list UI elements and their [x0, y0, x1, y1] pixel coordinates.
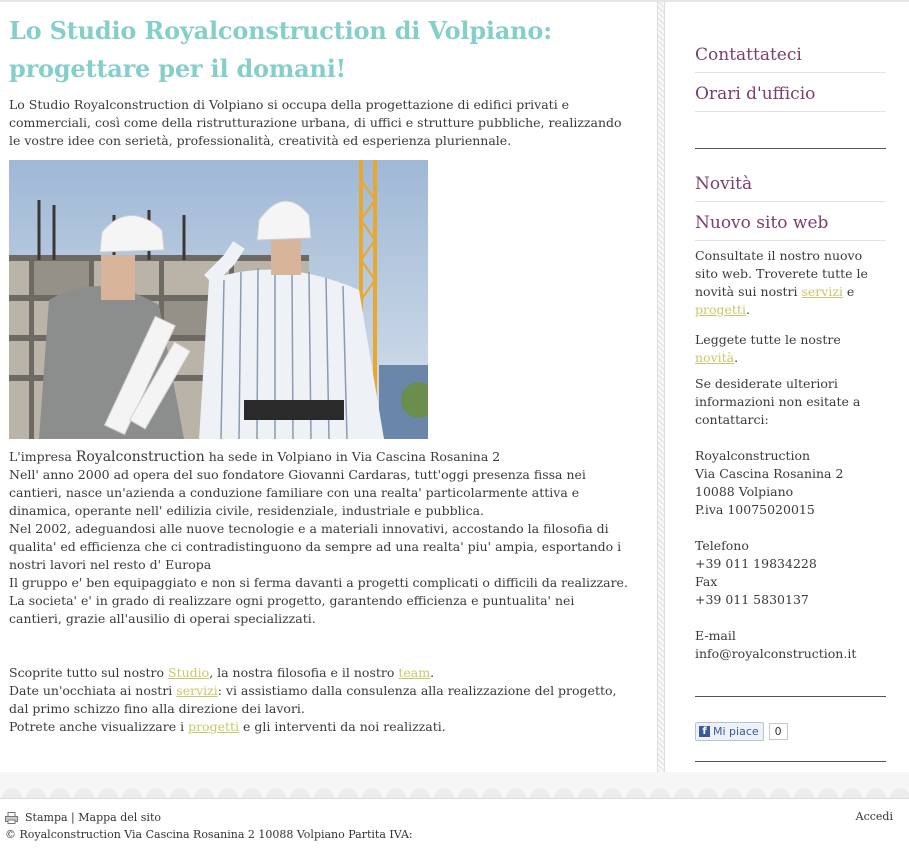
studio-link[interactable]: Studio — [168, 665, 210, 680]
equipment-paragraph: Il gruppo e' ben equipaggiato e non si ferma davanti a progetti complicati o difficili da realizzare. — [9, 575, 628, 590]
sidebar-rule-3 — [695, 761, 886, 762]
phone-label: Telefono — [695, 538, 749, 553]
info-text: Se desiderate ulteriori informazioni non esitate a contattarci: — [695, 376, 861, 427]
projects-paragraph: Potrete anche visualizzare i progetti e gli interventi da noi realizzati. — [9, 719, 446, 734]
like-count: 0 — [769, 723, 788, 740]
footer-links: Stampa | Mappa del sito — [5, 811, 161, 824]
article — [9, 12, 629, 736]
projects-link[interactable]: progetti — [188, 719, 240, 734]
print-link[interactable]: Stampa — [25, 811, 68, 824]
sidebar-news-link[interactable]: novità — [695, 350, 735, 365]
construction-photo — [9, 160, 428, 439]
login-link[interactable]: Accedi — [855, 810, 893, 823]
read-news-text: Leggete tutte le nostre novità. — [695, 332, 841, 365]
company-description — [9, 448, 629, 736]
architects-image — [9, 160, 428, 439]
decorative-band — [0, 772, 909, 799]
sidebar-news-title: Nuovo sito web — [695, 208, 886, 241]
company-city: 10088 Volpiano — [695, 484, 794, 499]
capability-paragraph: La societa' e' in grado di realizzare ogni progetto, garantendo efficienza e puntualita' nei cantieri, grazie all'ausilio di operai specializzati. — [9, 593, 575, 626]
sidebar — [665, 2, 909, 772]
services-link[interactable]: servizi — [176, 683, 218, 698]
company-vat: P.iva 10075020015 — [695, 502, 815, 517]
sidebar-heading-contact: Contattateci — [695, 40, 886, 73]
fax-number: +39 011 5830137 — [695, 592, 809, 607]
footer — [0, 799, 909, 852]
team-link[interactable]: team — [398, 665, 431, 680]
services-paragraph: Date un'occhiata ai nostri servizi: vi assistiamo dalla consulenza alla realizzazione del progetto, dal primo schizzo fino alla direzione dei lavori. — [9, 683, 617, 716]
headquarters-paragraph: L'impresa Royalconstruction ha sede in Volpiano in Via Cascina Rosanina 2 — [9, 449, 501, 465]
company-name: Royalconstruction — [695, 448, 811, 463]
intro-paragraph: Lo Studio Royalconstruction di Volpiano si occupa della progettazione di edifici privati e commerciali, così come della ristrutturazione urbana, di uffici e strutture pubbliche, realizzando le vostre idee con serietà, professionalità, creatività ed esperienza pluriennale. — [9, 97, 622, 148]
sitemap-link[interactable]: Mappa del sito — [78, 811, 161, 824]
column-divider — [657, 2, 665, 772]
sidebar-heading-news: Novità — [695, 169, 886, 202]
facebook-icon: f — [699, 726, 710, 737]
history-paragraph: Nell' anno 2000 ad opera del suo fondatore Giovanni Cardaras, tutt'oggi presenza fissa nei cantieri, nasce un'azienda a conduzione familiare con una realta' particolarmente attiva e dinamica, operante nell' edilizia civile, residenziale, industriale e pubblica. — [9, 467, 586, 518]
copyright-text: © Royalconstruction Via Cascina Rosanina 2 10088 Volpiano Partita IVA: — [5, 828, 413, 841]
sidebar-heading-hours: Orari d'ufficio — [695, 79, 886, 112]
printer-icon — [5, 812, 18, 824]
email-address: info@royalconstruction.it — [695, 646, 857, 661]
facebook-like — [695, 722, 886, 741]
fax-label: Fax — [695, 574, 718, 589]
sidebar-rule-2 — [695, 696, 886, 697]
sidebar-content — [695, 40, 886, 762]
facebook-like-button[interactable]: f Mi piace — [695, 722, 764, 741]
sidebar-projects-link[interactable]: progetti — [695, 302, 746, 317]
brand-name: Royalconstruction — [75, 449, 205, 465]
expansion-paragraph: Nel 2002, adeguandosi alle nuove tecnologie e a materiali innovativi, accostando la filosofia di qualita' ed efficienza che ci contradistinguono da sempre ad una realta' piu' ampia, esportando i nostri lavori nel resto d' Europa — [9, 521, 622, 572]
phone-number: +39 011 19834228 — [695, 556, 817, 571]
sidebar-services-link[interactable]: servizi — [801, 284, 843, 299]
discover-paragraph: Scoprite tutto sul nostro Studio, la nostra filosofia e il nostro team. — [9, 665, 435, 680]
company-address: Via Cascina Rosanina 2 — [695, 466, 844, 481]
main-content — [0, 2, 659, 772]
news-text: Consultate il nostro nuovo sito web. Troverete tutte le novità sui nostri servizi e progetti. — [695, 248, 868, 317]
page-title: Lo Studio Royalconstruction di Volpiano: progettare per il domani! — [9, 16, 552, 83]
email-label: E-mail — [695, 628, 736, 643]
sidebar-rule — [695, 148, 886, 149]
